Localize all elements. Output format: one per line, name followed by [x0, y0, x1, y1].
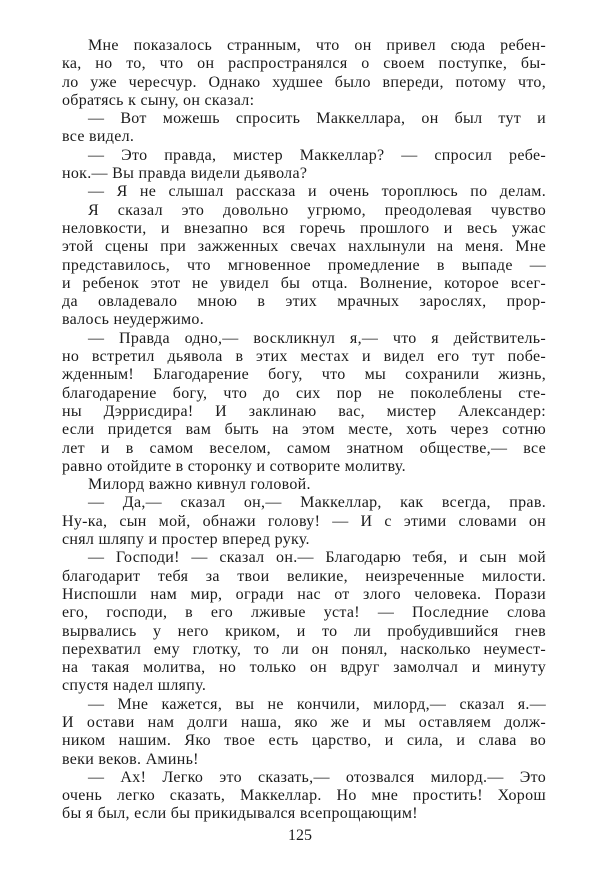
paragraph: [62, 183, 546, 201]
text-line: лет и в самом веселом, самом знатном обществе,— все: [62, 439, 546, 457]
text-line: Я сказал это довольно угрюмо, преодолевая чувство: [88, 201, 546, 219]
text-line: благодарит тебя за твои великие, неизреченные милости.: [62, 567, 546, 585]
paragraph: [62, 37, 546, 110]
text-line: снял шляпу и простер вперед руку.: [62, 531, 310, 549]
text-line: равно отойдите в сторонку и сотворите молитву.: [62, 457, 406, 475]
paragraph: [62, 330, 546, 476]
text-line: — Вот можешь спросить Маккеллара, он был тут и: [88, 110, 546, 128]
text-line: Милорд важно кивнул головой.: [88, 476, 311, 494]
text-line: Мне показалось странным, что он привел сюда ребен-: [88, 37, 546, 54]
text-line: веки веков. Аминь!: [62, 750, 199, 768]
paragraph: [62, 202, 546, 330]
text-line: обратясь к сыну, он сказал:: [62, 91, 255, 109]
text-line: Ниспошли нам мир, огради нас от злого человека. Порази: [62, 585, 546, 603]
text-line: спустя надел шляпу.: [62, 677, 207, 695]
paragraph: [62, 549, 546, 695]
paragraph: [62, 147, 546, 184]
text-line: валось неудержимо.: [62, 311, 205, 329]
paragraph: [62, 769, 546, 824]
text-line: да овладевало мною в этих мрачных зарослях, прор-: [62, 293, 546, 311]
text-line: И остави нам долги наша, яко же и мы оставляем долж-: [62, 713, 546, 731]
text-line: ником нашим. Яко твое есть царство, и сила, и слава во: [62, 732, 546, 750]
text-line: представилось, что мгновенное промедление в выпаде —: [62, 256, 546, 274]
text-line: если придется вам быть на этом месте, хоть через сотню: [62, 421, 546, 439]
paragraph: [62, 494, 546, 549]
text-line: ло уже чересчур. Однако худшее было впереди, потому что,: [62, 73, 546, 91]
text-line: — Ах! Легко это сказать,— отозвался милорд.— Это: [88, 768, 546, 786]
paragraph: [62, 476, 546, 494]
text-line: Ну-ка, сын мой, обнажи голову! — И с этими словами он: [62, 512, 546, 530]
text-line: бы я был, если бы прикидывался всепрощающим!: [62, 805, 418, 823]
text-line: его, господи, в его лживые уста! — Последние слова: [62, 604, 546, 622]
text-line: очень легко сказать, Маккеллар. Но мне простить! Хорош: [62, 787, 546, 805]
text-line: ка, но то, что он распространялся о своем поступке, бы-: [62, 55, 546, 73]
text-line: ны Дэррисдира! И заклинаю вас, мистер Александер:: [62, 402, 546, 420]
text-line: вырвались у него криком, и то ли пробудившийся гнев: [62, 622, 546, 640]
page-number: 125: [288, 827, 312, 844]
text-line: на такая молитва, но только он вдруг замолчал и минуту: [62, 659, 546, 677]
text-line: — Господи! — сказал он.— Благодарю тебя, и сын мой: [88, 549, 546, 567]
page-text: [62, 37, 546, 824]
paragraph: [62, 696, 546, 769]
text-line: — Да,— сказал он,— Маккеллар, как всегда, прав.: [88, 494, 546, 512]
text-line: — Мне кажется, вы не кончили, милорд,— сказал я.—: [88, 695, 546, 713]
text-line: — Правда одно,— воскликнул я,— что я действитель-: [88, 329, 546, 347]
text-line: но встретил дьявола в этих местах и видел его тут побе-: [62, 348, 546, 366]
text-line: и ребенок этот не увидел бы отца. Волнение, которое всег-: [62, 274, 546, 292]
text-line: нок.— Вы правда видели дьявола?: [62, 165, 308, 183]
text-line: все видел.: [62, 128, 135, 146]
paragraph: [62, 110, 546, 147]
text-line: этой сцены при зажженных свечах нахлынули на меня. Мне: [62, 238, 546, 256]
text-line: жденным! Благодарение богу, что мы сохранили жизнь,: [62, 366, 546, 384]
text-line: — Это правда, мистер Маккеллар? — спросил ребе-: [88, 146, 546, 164]
text-line: неловкости, и внезапно вся горечь прошлого и весь ужас: [62, 219, 546, 237]
text-line: — Я не слышал рассказа и очень тороплюсь по делам.: [88, 183, 546, 201]
text-line: благодарение богу, что до сих пор не поколеблены сте-: [62, 384, 546, 402]
text-line: перехватил ему глотку, то ли он понял, насколько неумест-: [62, 640, 546, 658]
